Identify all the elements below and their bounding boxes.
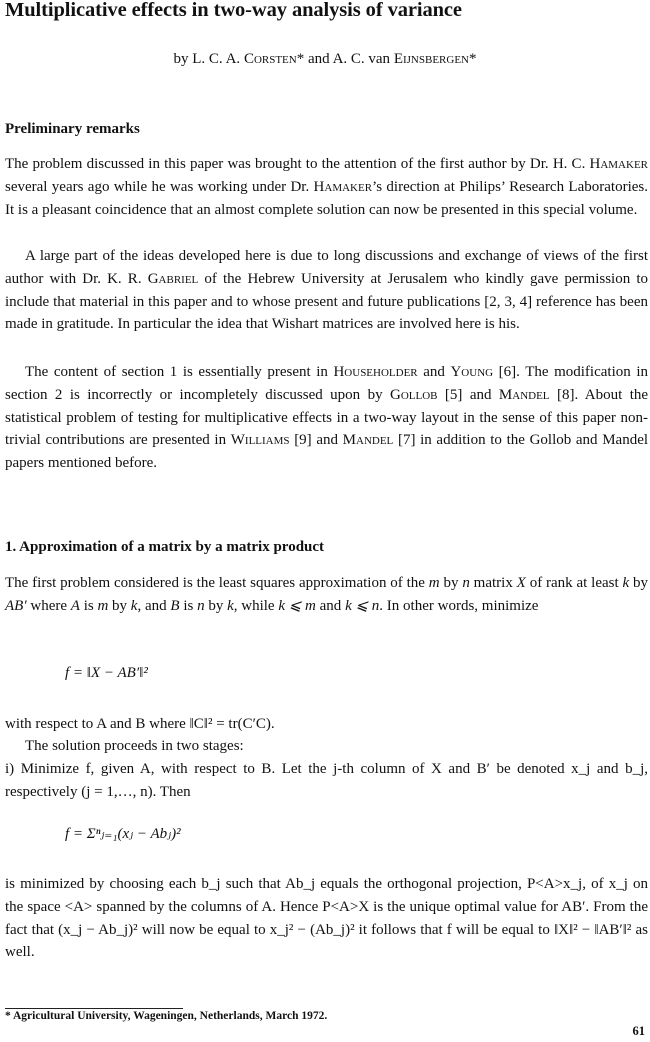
section-1-paragraph-4: i) Minimize f, given A, with respect to B. Let the j-th column of X and B′ be denoted x_j and b_j, respectively (j = 1,…, n). Then xyxy=(5,761,648,800)
preliminary-paragraph-1: The problem discussed in this paper was brought to the attention of the first author by Dr. H. C. Hamaker several years ago while he was working under Dr. Hamaker’s direction at Philips’ Research Laboratories. It is a pleasant coincidence that an almost complete solution can now be presented in this special volume. xyxy=(5,156,649,218)
section-1-paragraph-2: with respect to A and B where ‖C‖² = tr(C′C). xyxy=(5,716,275,732)
footnote: * Agricultural University, Wageningen, Netherlands, March 1972. xyxy=(5,1010,328,1022)
page-number: 61 xyxy=(632,1024,645,1038)
footnote-rule xyxy=(5,1008,183,1009)
preliminary-heading: Preliminary remarks xyxy=(5,121,140,137)
author-mark-1: * xyxy=(296,51,305,67)
author-line xyxy=(5,51,645,68)
byline-and: and A. C. van xyxy=(307,51,391,67)
section-1-paragraph-5: is minimized by choosing each b_j such that Ab_j equals the orthogonal projection, P<A>x_j, of x_j on the space <A> spanned by the columns of A. Hence P<A>X is the unique optimal value for AB′. From the fact that (x_j − Ab_j)² will now be equal to x_j² − (Ab_j)² it follows that f will be equal to ‖X‖² − ‖AB′‖² as well. xyxy=(5,876,648,961)
author-corsten: Corsten xyxy=(243,51,297,67)
byline-by: by L. C. A. xyxy=(173,51,241,67)
paper-title: Multiplicative effects in two-way analysis of variance xyxy=(5,0,462,21)
equation-objective: f = ‖X − AB′‖² xyxy=(65,665,148,681)
section-1-paragraph-3: The solution proceeds in two stages: xyxy=(25,738,244,754)
equation-sum: f = Σⁿⱼ₌₁(xⱼ − Abⱼ)² xyxy=(65,826,181,842)
author-mark-2: * xyxy=(468,51,477,67)
preliminary-paragraph-2: A large part of the ideas developed here is due to long discussions and exchange of views of the first author with Dr. K. R. Gabriel of the Hebrew University at Jerusalem who kindly gave permission to include that material in this paper and to whose present and future publications [2, 3, 4] reference has been made in gratitude. In particular the idea that Wishart matrices are involved here is his. xyxy=(5,248,649,333)
section-1-paragraph-1: The first problem considered is the least squares approximation of the m by n matrix X of rank at least k by AB′ where A is m by k, and B is n by k, while k ⩽ m and k ⩽ n. In other words, minimize xyxy=(5,575,649,614)
author-eijnsbergen: Eijnsbergen xyxy=(393,51,469,67)
section-1-heading: 1. Approximation of a matrix by a matrix product xyxy=(5,539,325,555)
preliminary-paragraph-3: The content of section 1 is essentially present in Householder and Young [6]. The modification in section 2 is incorrectly or incompletely discussed upon by Gollob [5] and Mandel [8]. About the statistical problem of testing for multiplicative effects in a two-way layout in the sense of this paper non-trivial contributions are presented in Williams [9] and Mandel [7] in addition to the Gollob and Mandel papers mentioned before. xyxy=(5,364,649,472)
